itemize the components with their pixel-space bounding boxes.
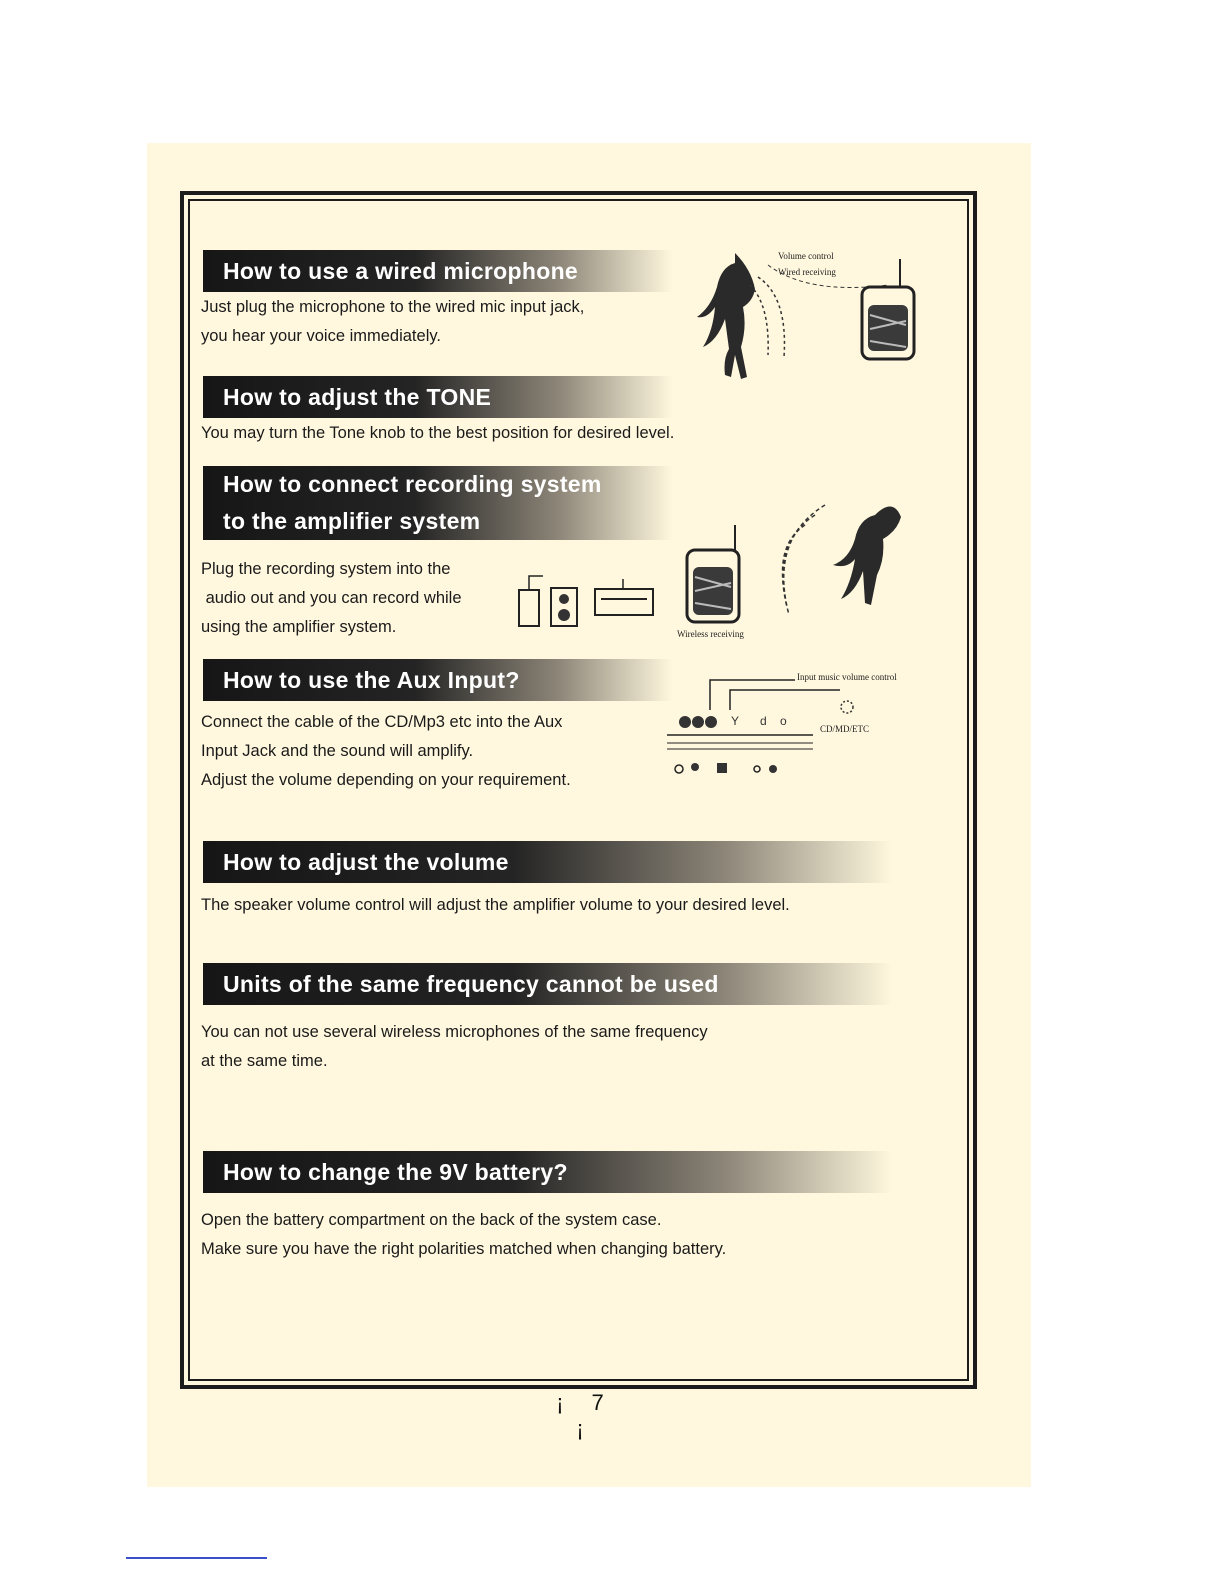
text-line: The speaker volume control will adjust the amplifier volume to your desired level. bbox=[201, 896, 790, 914]
heading-wired-microphone: How to use a wired microphone bbox=[203, 250, 673, 292]
page-number-value: 7 bbox=[591, 1390, 604, 1415]
text-line: Adjust the volume depending on your requirement. bbox=[201, 771, 571, 789]
paragraph-same-frequency bbox=[201, 1018, 708, 1076]
label-wired-receiving: Wired receiving bbox=[778, 267, 836, 277]
paragraph-change-battery bbox=[201, 1206, 726, 1264]
text-line: you hear your voice immediately. bbox=[201, 327, 441, 345]
heading-line: How to connect recording system bbox=[223, 471, 602, 497]
text-line: Plug the recording system into the bbox=[201, 560, 451, 578]
heading-change-battery: How to change the 9V battery? bbox=[203, 1151, 893, 1193]
heading-line: to the amplifier system bbox=[223, 508, 481, 534]
page-number bbox=[530, 1390, 630, 1442]
text-line: Just plug the microphone to the wired mic input jack, bbox=[201, 298, 585, 316]
heading-same-frequency: Units of the same frequency cannot be used bbox=[203, 963, 893, 1005]
page-mark-right: ¡ bbox=[576, 1416, 584, 1441]
label-volume-control: Volume control bbox=[778, 251, 834, 261]
svg-text:d: d bbox=[760, 714, 767, 728]
page-mark-left: ¡ bbox=[556, 1390, 564, 1415]
text-line: Input Jack and the sound will amplify. bbox=[201, 742, 474, 760]
svg-text:Y: Y bbox=[731, 714, 740, 728]
label-wireless-receiving: Wireless receiving bbox=[677, 629, 744, 639]
svg-text:o: o bbox=[780, 714, 787, 728]
heading-aux-input: How to use the Aux Input? bbox=[203, 659, 673, 701]
paragraph-adjust-volume bbox=[201, 891, 790, 920]
text-line: You can not use several wireless microphones of the same frequency bbox=[201, 1023, 708, 1041]
wired-microphone-illustration bbox=[690, 245, 930, 395]
text-line: using the amplifier system. bbox=[201, 618, 397, 636]
text-line: audio out and you can record while bbox=[201, 589, 462, 607]
paragraph-aux-input bbox=[201, 708, 571, 795]
heading-adjust-volume: How to adjust the volume bbox=[203, 841, 893, 883]
text-line: Connect the cable of the CD/Mp3 etc into the Aux bbox=[201, 713, 563, 731]
text-line: Open the battery compartment on the back of the system case. bbox=[201, 1211, 662, 1229]
footer-link-line bbox=[126, 1557, 267, 1559]
aux-input-illustration bbox=[665, 665, 930, 795]
heading-adjust-tone: How to adjust the TONE bbox=[203, 376, 673, 418]
paragraph-connect-recording bbox=[201, 555, 462, 642]
text-line: Make sure you have the right polarities matched when changing battery. bbox=[201, 1240, 727, 1258]
paragraph-wired-microphone bbox=[201, 293, 584, 351]
label-input-music-volume-control: Input music volume control bbox=[797, 672, 897, 682]
text-line: You may turn the Tone knob to the best position for desired level. bbox=[201, 424, 675, 442]
paragraph-adjust-tone bbox=[201, 419, 674, 448]
text-line: at the same time. bbox=[201, 1052, 328, 1070]
label-cd-md-etc: CD/MD/ETC bbox=[820, 724, 870, 734]
recording-system-illustration bbox=[515, 495, 935, 645]
